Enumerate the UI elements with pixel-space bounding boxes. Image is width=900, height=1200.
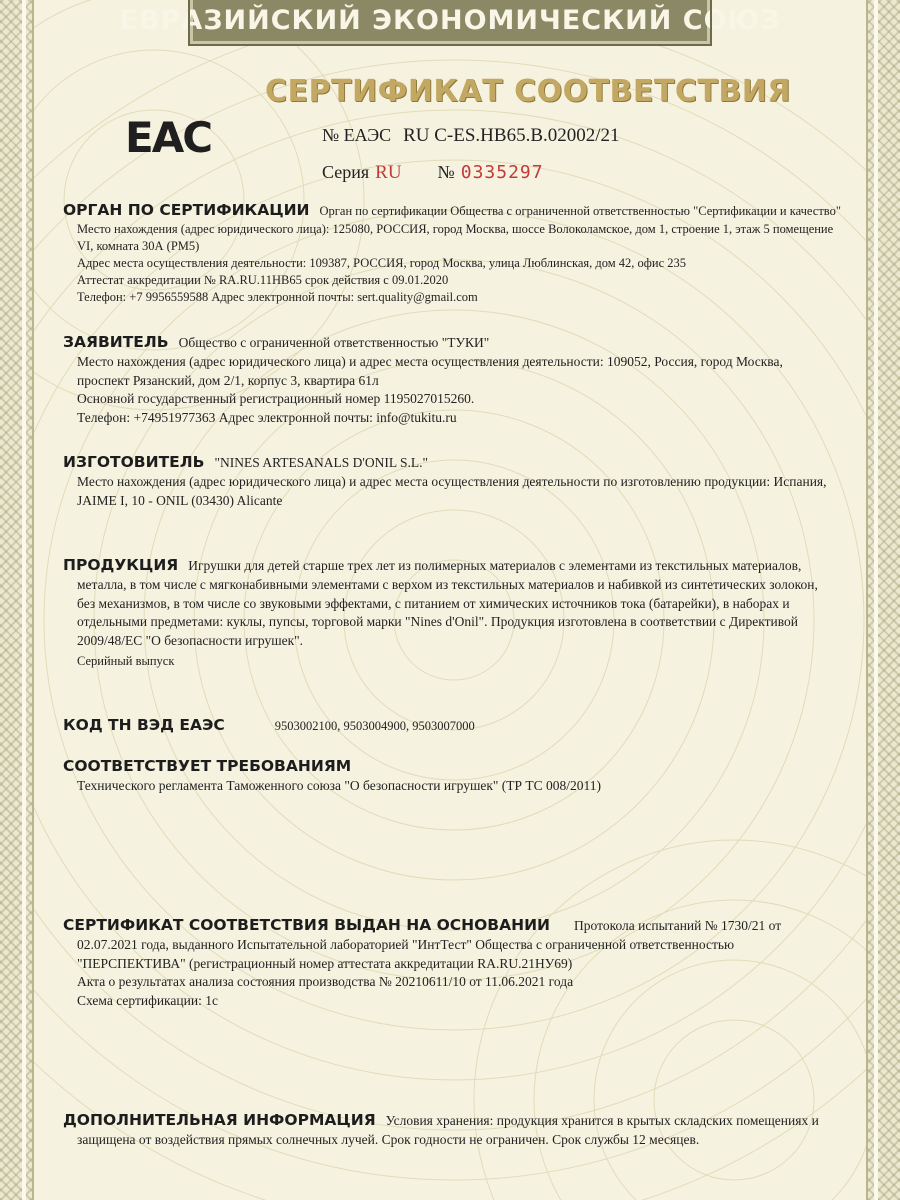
product-line: металла, в том числе с мягконабивными элементами с верхом из текстильных материалов и набивкой из синтетических золокон, [77,577,818,592]
basis-line: "ПЕРСПЕКТИВА" (регистрационный номер аттестата аккредитации RA.RU.21НУ69) [77,955,573,971]
eurasian-union-banner [119,0,781,44]
applicant-line: проспект Рязанский, дом 2/1, корпус 3, квартира 61л [77,372,379,388]
manufacturer-lead: "NINES ARTESANALS D'ONIL S.L." [214,455,428,470]
certification-body-line: Адрес места осуществления деятельности: 109387, РОССИЯ, город Москва, улица Люблинская, дом 42, офис 235 [77,256,687,270]
applicant-line: Место нахождения (адрес юридического лица) и адрес места осуществления деятельности: 109052, Россия, город Москва, [77,354,783,369]
manufacturer-section [63,452,828,510]
eac-logo: EAC [125,113,212,162]
product-section [63,555,828,672]
left-ornamental-border [0,0,34,1200]
certification-body-line: VI, комната 30А (РМ5) [77,239,200,253]
banner-text: ЕВРАЗИЙСКИЙ ЭКОНОМИЧЕСКИЙ СОЮЗ [119,5,781,36]
applicant-section [63,332,828,427]
certification-body-line: Место нахождения (адрес юридического лица): 125080, РОССИЯ, город Москва, шоссе Волоколамское, дом 1, строение 1, этаж 5 помещение [77,222,834,236]
basis-line: Акта о результатах анализа состояния производства № 20210611/10 от 11.06.2021 года [77,974,574,989]
tnved-section [63,715,828,736]
manufacturer-line: JAIME I, 10 - ONIL (03430) Alicante [77,492,283,508]
product-lead: Игрушки для детей старше трех лет из полимерных материалов с элементами из текстильных материалов, [188,558,802,573]
requirements-section [63,756,828,796]
product-line: Серийный выпуск [77,654,175,668]
applicant-line: Основной государственный регистрационный номер 1195027015260. [77,391,475,406]
manufacturer-heading: ИЗГОТОВИТЕЛЬ [63,453,205,471]
certification-body-section [63,200,841,306]
series-value: RU [375,162,402,183]
applicant-line: Телефон: +74951977363 Адрес электронной почты: info@tukitu.ru [77,409,457,425]
tnved-value: 9503002100, 9503004900, 9503007000 [274,719,475,733]
additional-info-heading: ДОПОЛНИТЕЛЬНАЯ ИНФОРМАЦИЯ [63,1111,376,1129]
basis-line: 02.07.2021 года, выданного Испытательной лабораторией "ИнтТест" Общества с ограниченной ответственностью [77,937,735,952]
certification-body-line: Аттестат аккредитации № RA.RU.11НВ65 срок действия с 09.01.2020 [77,273,449,287]
applicant-lead: Общество с ограниченной ответственностью "ТУКИ" [178,335,490,350]
additional-info-section [63,1110,828,1150]
certification-body-line: Телефон: +7 9956559588 Адрес электронной почты: sert.quality@gmail.com [77,290,478,304]
additional-info-line: защищена от воздействия прямых солнечных лучей. Срок годности не ограничен. Срок службы 12 месяцев. [77,1132,700,1147]
product-line: без механизмов, в том числе со звуковыми эффектами, с питанием от химических источников тока (батарейки), в наборах и [77,595,790,611]
basis-line: Схема сертификации: 1с [77,992,218,1008]
certification-body-heading: ОРГАН ПО СЕРТИФИКАЦИИ [63,201,310,219]
certification-body-lead: Орган по сертификации Общества с ограниченной ответственностью "Сертификации и качество" [319,204,841,218]
certificate-number-row [322,125,620,147]
basis-lead: Протокола испытаний № 1730/21 от [574,918,782,933]
applicant-heading: ЗАЯВИТЕЛЬ [63,333,169,351]
basis-section [63,915,828,1010]
certificate-number-label: № ЕАЭС [322,125,392,145]
requirements-heading: СООТВЕТСТВУЕТ ТРЕБОВАНИЯМ [63,757,352,775]
product-line: отдельными предметами: куклы, пупсы, торговой марки "Nines d'Onil". Продукция изготовлена в соответствии с Директивой [77,614,798,629]
manufacturer-line: Место нахождения (адрес юридического лица) и адрес места осуществления деятельности по изготовлению продукции: Испания, [77,474,827,489]
additional-info-lead: Условия хранения: продукция хранится в крытых складских помещениях и [385,1113,819,1128]
series-row [322,162,544,184]
certificate-title: СЕРТИФИКАТ СООТВЕТСТВИЯ [265,74,791,109]
tnved-heading: КОД ТН ВЭД ЕАЭС [63,716,225,734]
series-label: Серия [322,162,370,182]
blank-number-label: № [437,162,455,182]
right-ornamental-border [866,0,900,1200]
product-heading: ПРОДУКЦИЯ [63,556,179,574]
blank-number-value: 0335297 [460,162,544,183]
product-line: 2009/48/ЕС "О безопасности игрушек". [77,632,304,648]
requirements-line: Технического регламента Таможенного союза "О безопасности игрушек" (ТР ТС 008/2011) [77,778,602,793]
basis-heading: СЕРТИФИКАТ СООТВЕТСТВИЯ ВЫДАН НА ОСНОВАНИИ [63,916,551,934]
certificate-number-value: RU C-ES.НВ65.В.02002/21 [403,125,620,146]
